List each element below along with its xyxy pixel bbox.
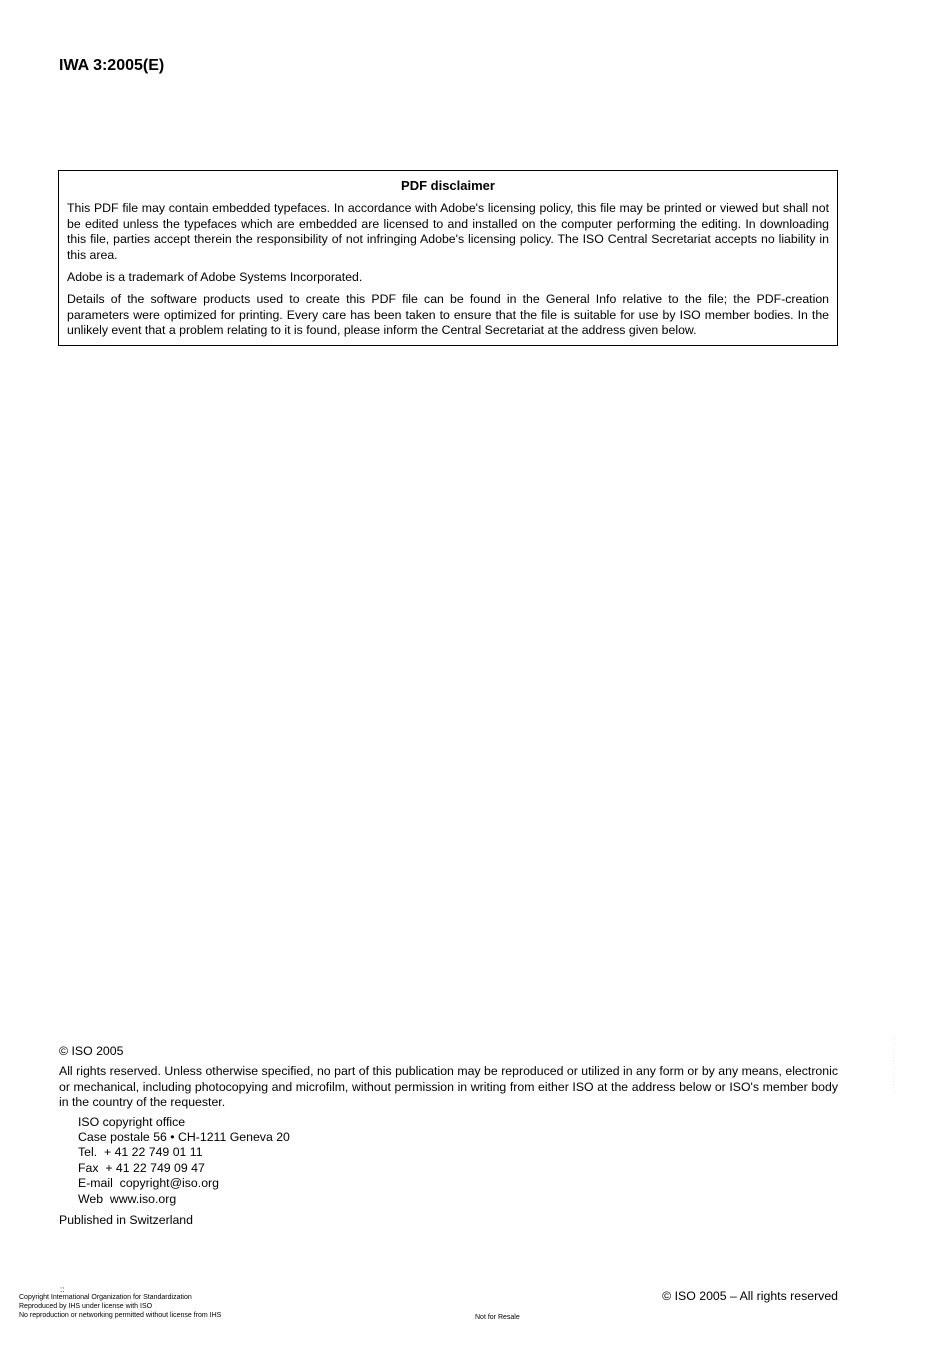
footer-dots: :: (60, 1285, 65, 1294)
footer-copyright-line: Copyright International Organization for Standardization (19, 1294, 192, 1301)
address-web: Web www.iso.org (78, 1191, 177, 1206)
address-email: E-mail copyright@iso.org (78, 1176, 219, 1191)
document-id: IWA 3:2005(E) (59, 57, 165, 74)
disclaimer-paragraph-trademark: Adobe is a trademark of Adobe Systems Incorporated. (67, 270, 363, 285)
address-postal: Case postale 56 • CH-1211 Geneva 20 (78, 1130, 290, 1145)
address-office: ISO copyright office (78, 1114, 186, 1129)
side-margin-marks: : : : : : : : : : : (893, 1036, 895, 1096)
published-in: Published in Switzerland (59, 1213, 193, 1228)
address-fax: Fax + 41 22 749 09 47 (78, 1160, 205, 1175)
footer-license (19, 1287, 221, 1320)
iso-address (78, 1115, 838, 1207)
address-tel: Tel. + 41 22 749 01 11 (78, 1145, 203, 1160)
disclaimer-paragraph-typefaces: This PDF file may contain embedded typefaces. In accordance with Adobe's licensing policy, this file may be printed or viewed but shall not be edited unless the typefaces which are embedded are licensed to and installed on the computer performing the editing. In downloading this file, parties accept therein the responsibility of not infringing Adobe's licensing policy. The ISO Central Secretariat accepts no liability in this area. (67, 201, 829, 262)
disclaimer-paragraph-software: Details of the software products used to create this PDF file can be found in the General Info relative to the file; the PDF-creation parameters were optimized for printing. Every care has been taken to ensure that the file is suitable for use by ISO member bodies. In the unlikely event that a problem relating to it is found, please inform the Central Secretariat at the address given below. (67, 292, 829, 338)
copyright-notice: © ISO 2005 (59, 1044, 124, 1058)
footer-no-reproduction-line: No reproduction or networking permitted without license from IHS (19, 1312, 222, 1319)
rights-reserved-text: All rights reserved. Unless otherwise specified, no part of this publication may be reproduced or utilized in any form or by any means, electronic or mechanical, including photocopying and microfilm, without permission in writing from either ISO at the address below or ISO's member body in the country of the requester. (59, 1064, 838, 1110)
copyright-block (59, 1044, 838, 1228)
pdf-disclaimer-box (58, 170, 838, 346)
disclaimer-title: PDF disclaimer (401, 178, 495, 193)
footer-reproduced-line: Reproduced by IHS under license with ISO (19, 1303, 153, 1310)
footer-all-rights: © ISO 2005 – All rights reserved (662, 1289, 838, 1303)
footer-not-for-resale: Not for Resale (475, 1314, 520, 1321)
